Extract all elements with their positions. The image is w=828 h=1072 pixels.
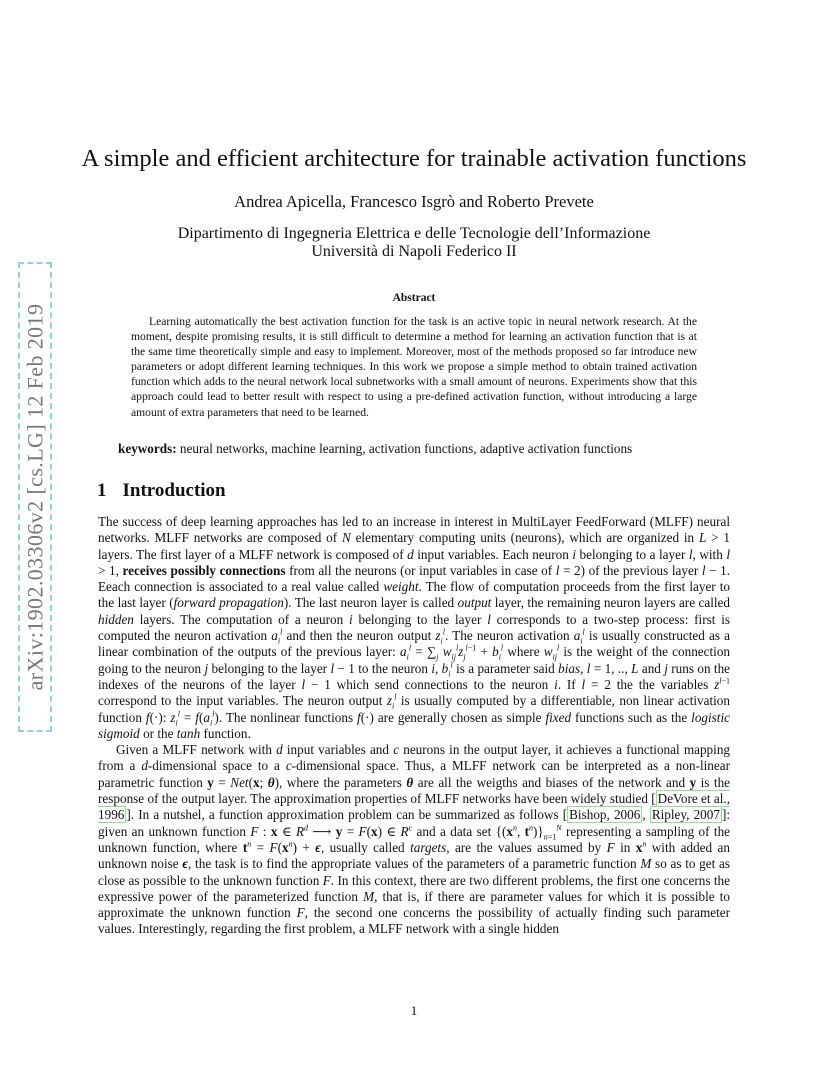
abstract-heading: Abstract	[392, 292, 436, 304]
citation-bishop-2006[interactable]: Bishop, 2006	[569, 807, 641, 823]
paper-authors: Andrea Apicella, Francesco Isgrò and Roberto Prevete	[234, 192, 594, 211]
keywords-label: keywords:	[118, 441, 177, 456]
affiliation	[0, 225, 828, 261]
affiliation-line-1: Dipartimento di Ingegneria Elettrica e delle Tecnologie dell’Informazione	[177, 225, 651, 242]
keywords	[118, 441, 718, 457]
section-number: 1	[97, 480, 107, 501]
abstract-text: Learning automatically the best activation function for the task is an active topic in neural network research. At the moment, despite promising results, it is still difficult to determine a method for learning an activation function that is at the same time theoretically simple and easy to implement. Moreover, most of the methods proposed so far introduce new parameters or adopt different learning techniques. In this work we propose a simple method to obtain trained activation function which adds to the neural network local subnetworks with a small amount of neurons. Experiments show that this approach could lead to better result with respect to using a pre-defined activation function, without introducing a large amount of extra parameters that need to be learned.	[131, 315, 697, 419]
introduction-body	[98, 514, 730, 938]
paper-title: A simple and efficient architecture for trainable activation functions	[81, 145, 747, 172]
page-number: 1	[410, 1003, 418, 1018]
keywords-text: neural networks, machine learning, activation functions, adaptive activation functions	[179, 441, 633, 456]
affiliation-line-2: Università di Napoli Federico II	[311, 243, 517, 260]
citation-devore-1996[interactable]: DeVore et al., 1996	[98, 791, 730, 823]
intro-paragraph-1: The success of deep learning approaches has led to an increase in interest in MultiLayer FeedForward (MLFF) neural networks. MLFF networks are composed of N elementary computing units (neurons), which are organized in L > 1 layers. The first layer of a MLFF network is composed of d input variables. Each neuron i belonging to a layer l, with l > 1, receives possibly connections from all the neurons (or input variables in case of l = 2) of the previous layer l − 1. Eeach connection is associated to a real value called weight. The flow of computation proceeds from the first layer to the last layer (forward propagation). The last neuron layer is called output layer, the remaining neuron layers are called hidden layers. The computation of a neuron i belonging to the layer l corresponds to a two-step process: first is computed the neuron activation $a_i^l$ and then the neuron output $z_i^l$. The neuron activation $a_i^l$ is usually constructed as a linear combination of the outputs of the previous layer: $a_i^l = \sum_j$ $w_{ij}^lz_j^{l-1} + b_i^l$ where $w_{ij}^l$ is the weight of the connection going to the neuron j belonging to the layer l − 1 to the neuron i, $b_i^l$ is a parameter said bias, l = 1, .., L and j runs on the indexes of the neurons of the layer l − 1 which send connections to the neuron i. If l = 2 the the variables $z^{l-1}$ correspond to the input variables. The neuron output $z_i^l$ is usually computed by a differentiable, non linear activation function f(·): $z_i^l = f(a_i^l)$. The nonlinear functions f(·) are generally chosen as simple fixed functions such as the logistic sigmoid or the tanh function.	[98, 514, 731, 741]
arxiv-id-text: arXiv:1902.03306v2 [cs.LG] 12 Feb 2019	[22, 303, 47, 691]
citation-ripley-2007[interactable]: Ripley, 2007	[651, 807, 720, 823]
intro-paragraph-2: Given a MLFF network with d input variables and c neurons in the output layer, it achieves a functional mapping from a d-dimensional space to a c-dimensional space. Thus, a MLFF network can be interpreted as a non-linear parametric function y = Net(x; θ), where the parameters θ are all the weigths and biases of the network and y is the response of the output layer. The approximation properties of MLFF networks have been widely studied [ DeVore et al., 1996 ]. In a nutshel, a function approximation problem can be summarized as follows [ Bishop, 2006 , Ripley, 2007 ]: given an unknown function F : x ∈ $R^d$ ⟶ y = F(x) ∈ $R^c$ and a data set {($x^n$, $t^n)\}_{n=1}^N$ representing a sampling of the unknown function, where $t^n = F(x^n) + \epsilon$, usually called targets, are the values assumed by F in $x^n$ with added an unknown noise ϵ, the task is to find the appropriate values of the parameters of a parametric function M so as to get as close as possible to the unknown function F. In this context, there are two different problems, the first one concerns the expressive power of the parameterized function M, that is, if there are parameter values for which it is possible to approximate the unknown function F, the second one concerns the possibility of actually finding such parameter values. Interestingly, regarding the first problem, a MLFF network with a single hidden	[98, 742, 731, 937]
section-heading	[97, 480, 226, 502]
section-title: Introduction	[122, 480, 226, 501]
arxiv-stamp[interactable]	[18, 262, 52, 732]
